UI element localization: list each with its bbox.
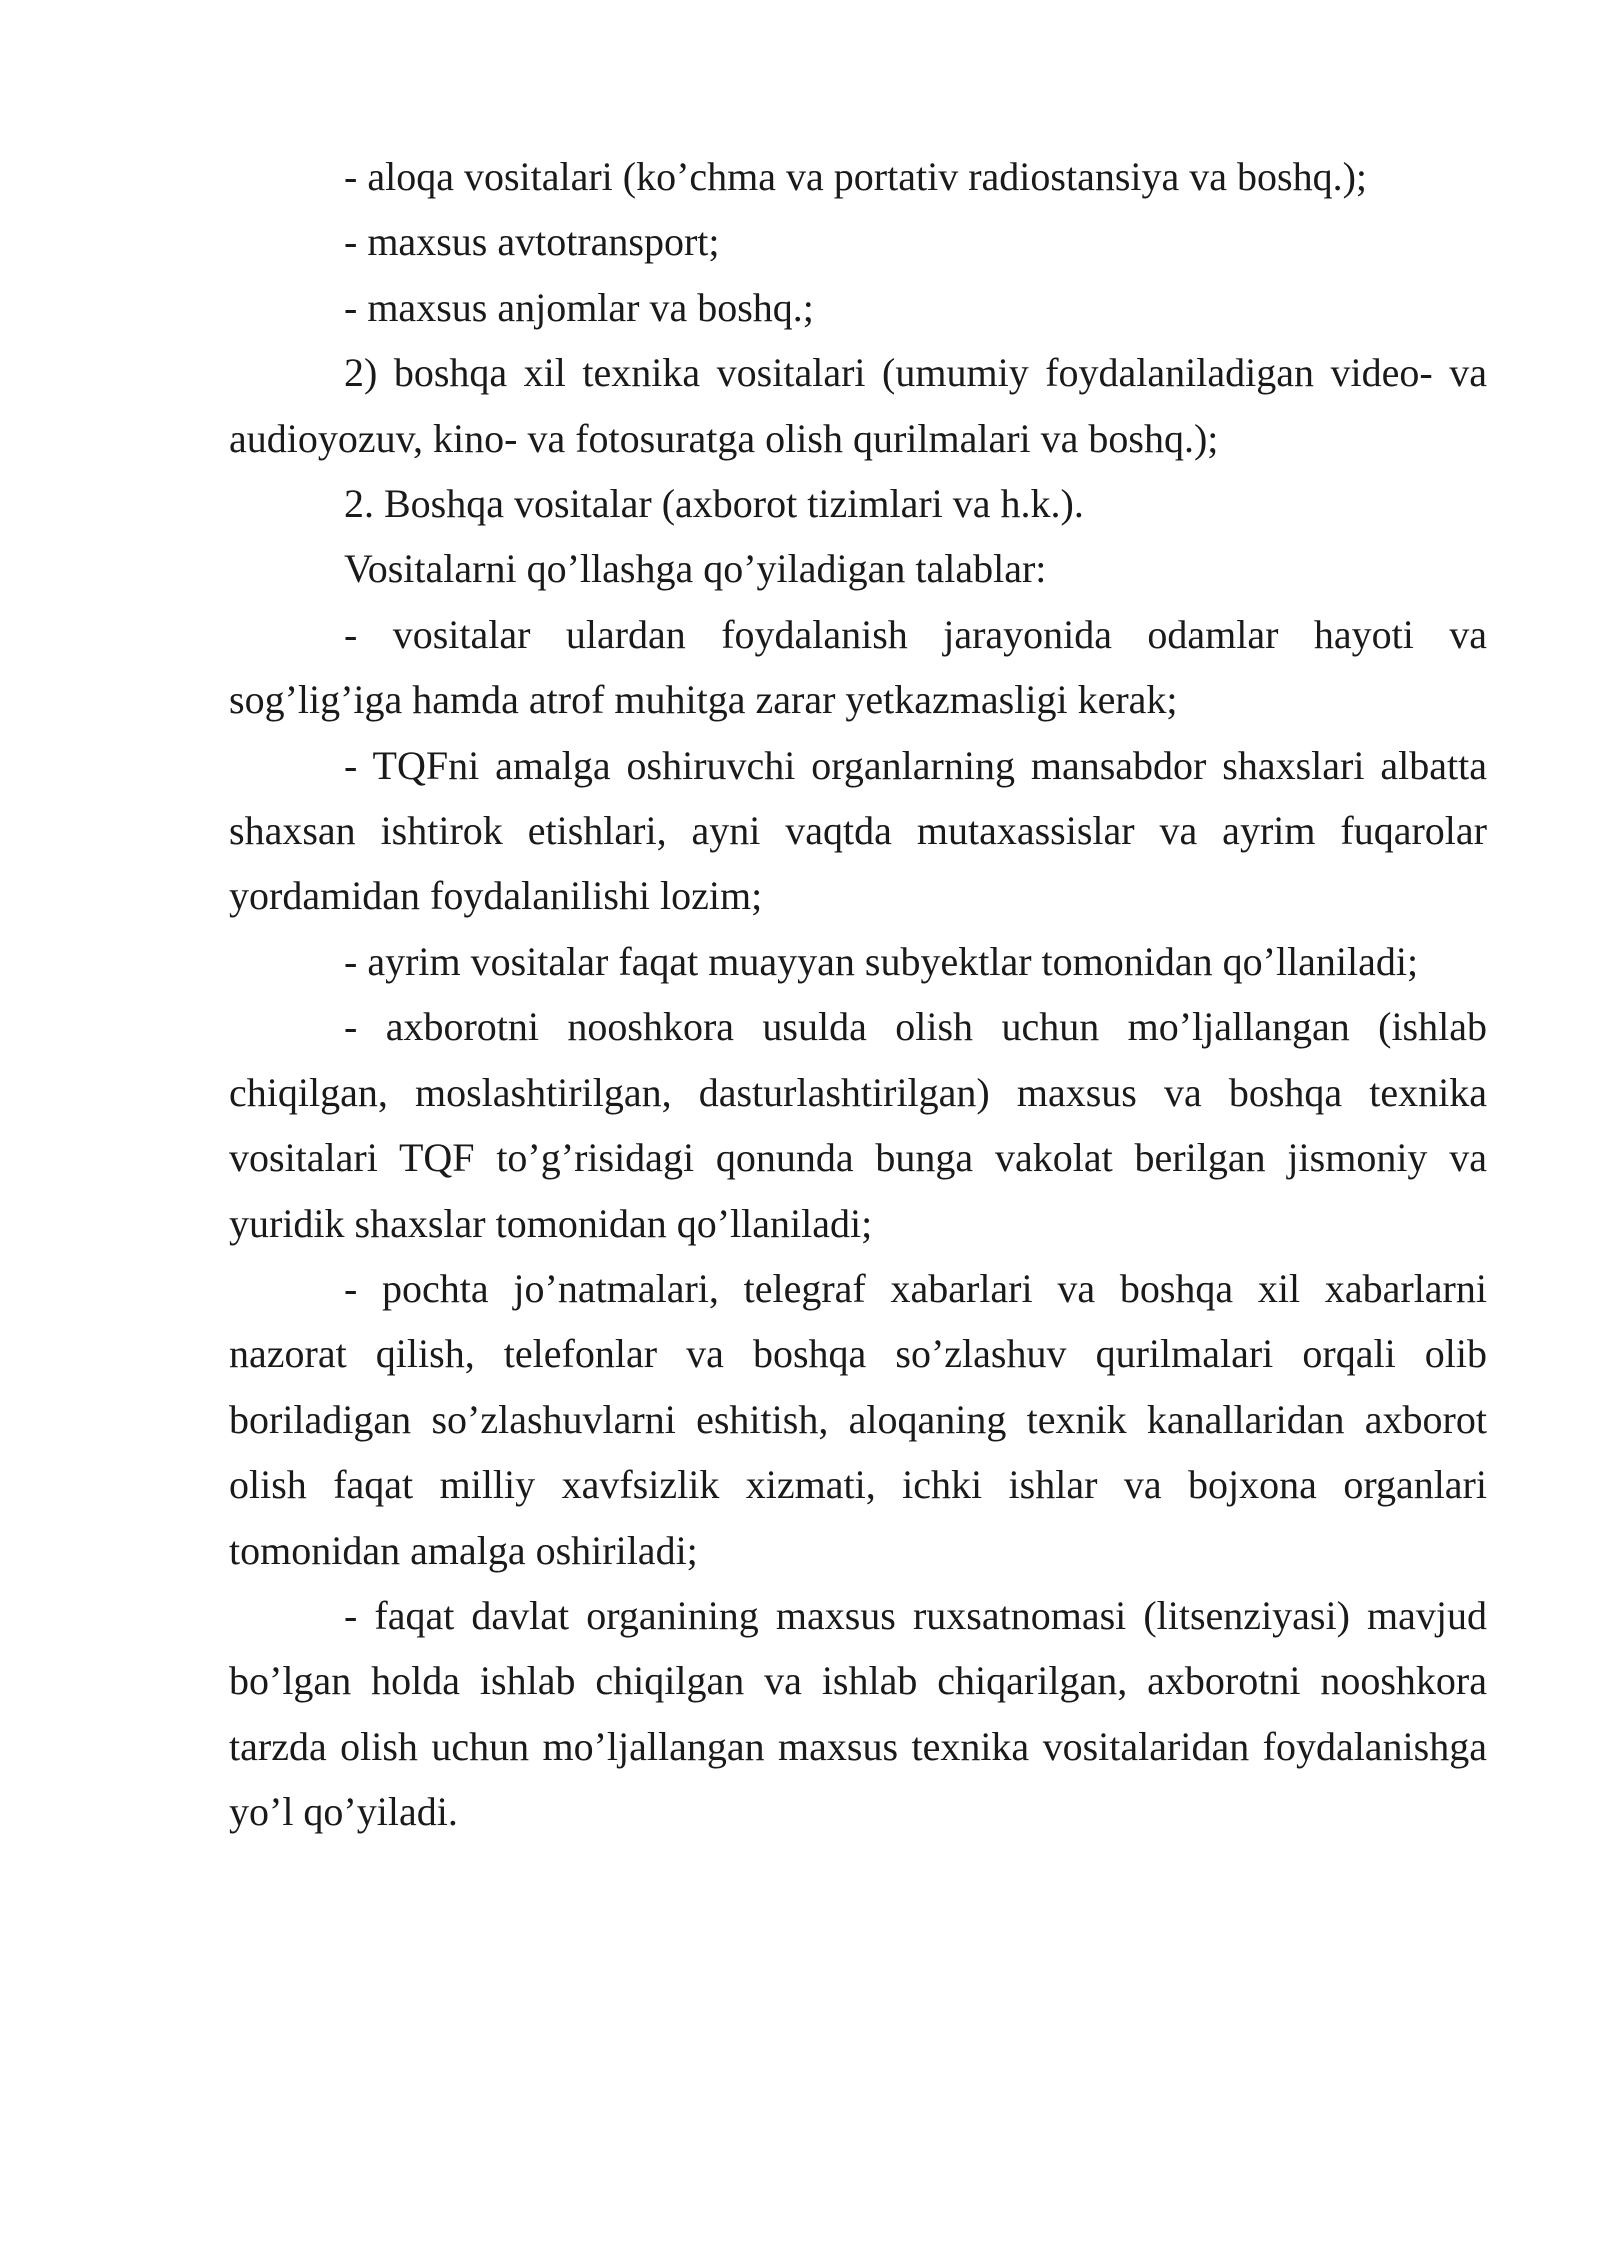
paragraph-3: - maxsus anjomlar va boshq.; <box>344 284 814 330</box>
paragraph-11: - pochta jo’natmalari, telegraf xabarlari va boshqa xil xabarlarni nazorat qilish, telefonlar va boshqa so’zlashuv qurilmalari orqali olib boriladigan so’zlashuvlarni eshitish, aloqaning texnik kanallaridan axborot olish faqat milliy xavfsizlik xizmati, ichki ishlar va bojxona organlari tomonidan amalga oshiriladi; <box>229 1265 1487 1573</box>
paragraph-9: - ayrim vositalar faqat muayyan subyektlar tomonidan qo’llaniladi; <box>344 938 1419 984</box>
paragraph-1: - aloqa vositalari (ko’chma va portativ radiostansiya va boshq.); <box>344 154 1368 199</box>
paragraph-10: - axborotni nooshkora usulda olish uchun mo’ljallangan (ishlab chiqilgan, moslashtirilgan, dasturlashtirilgan) maxsus va boshqa texnika vositalari TQF to’g’risidagi qonunda bunga vakolat berilgan jismoniy va yuridik shaxslar tomonidan qo’llaniladi; <box>229 1004 1487 1246</box>
paragraph-5: 2. Boshqa vositalar (axborot tizimlari va h.k.). <box>344 481 1084 527</box>
document-page <box>229 144 1487 1845</box>
paragraph-7: - vositalar ulardan foydalanish jarayonida odamlar hayoti va sog’lig’iga hamda atrof muhitga zarar yetkazmasligi kerak; <box>229 611 1487 723</box>
paragraph-8: - TQFni amalga oshiruvchi organlarning mansabdor shaxslari albatta shaxsan ishtirok etishlari, ayni vaqtda mutaxassislar va ayrim fuqarolar yordamidan foydalanilishi lozim; <box>229 742 1487 919</box>
paragraph-6: Vositalarni qo’llashga qo’yiladigan talablar: <box>344 546 1047 592</box>
paragraph-12: - faqat davlat organining maxsus ruxsatnomasi (litsenziyasi) mavjud bo’lgan holda ishlab chiqilgan va ishlab chiqarilgan, axborotni nooshkora tarzda olish uchun mo’ljallangan maxsus texnika vositalaridan foydalanishga yo’l qo’yiladi. <box>229 1592 1487 1835</box>
paragraph-2: - maxsus avtotransport; <box>344 219 720 265</box>
paragraph-4: 2) boshqa xil texnika vositalari (umumiy foydalaniladigan video- va audioyozuv, kino- va fotosuratga olish qurilmalari va boshq.); <box>229 350 1487 461</box>
